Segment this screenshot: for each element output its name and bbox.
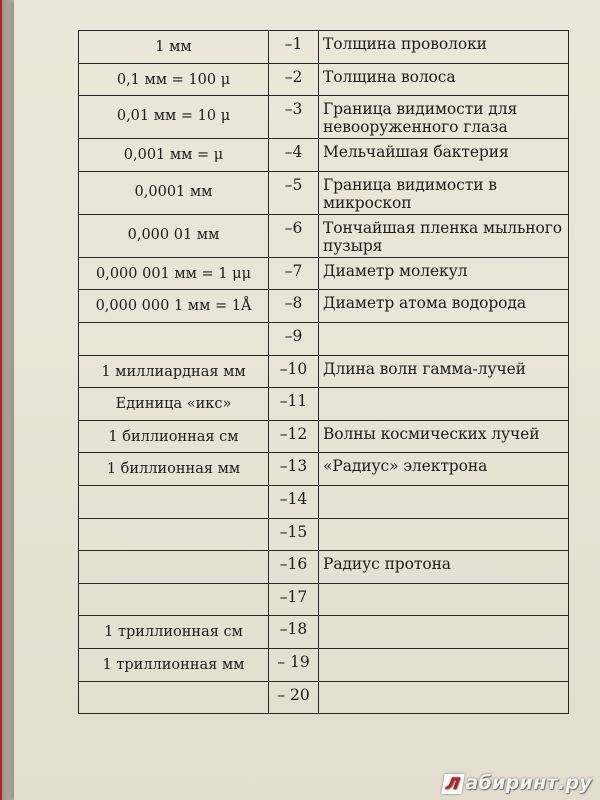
table-row (79, 453, 569, 486)
measure-cell: 0,0001 мм (79, 171, 269, 214)
description-cell: Диаметр атома водорода (319, 290, 569, 323)
description-cell: Мельчайшая бактерия (319, 139, 569, 172)
power-cell: –11 (269, 388, 319, 421)
power-cell: – 20 (269, 681, 319, 714)
description-cell (319, 648, 569, 681)
table-row (79, 290, 569, 323)
power-cell: –8 (269, 290, 319, 323)
description-cell: Тончайшая пленка мыльного пузыря (319, 214, 569, 257)
power-cell: –16 (269, 551, 319, 584)
description-cell (319, 583, 569, 616)
power-cell: –3 (269, 96, 319, 139)
book-page (14, 0, 600, 800)
power-cell: –6 (269, 214, 319, 257)
description-cell (319, 681, 569, 714)
measure-cell: 0,1 мм = 100 μ (79, 63, 269, 96)
table-row (79, 518, 569, 551)
description-cell: Толщина проволоки (319, 31, 569, 64)
measure-cell (79, 583, 269, 616)
power-cell: –17 (269, 583, 319, 616)
labirint-logo-icon: Л (442, 774, 466, 794)
description-cell: Граница видимости для невооруженного глаза (319, 96, 569, 139)
power-cell: –5 (269, 171, 319, 214)
power-cell: –18 (269, 616, 319, 649)
table-row (79, 63, 569, 96)
power-cell: –12 (269, 420, 319, 453)
description-cell: Волны космических лучей (319, 420, 569, 453)
table-row (79, 616, 569, 649)
table-row (79, 551, 569, 584)
table-row (79, 583, 569, 616)
description-cell (319, 388, 569, 421)
page-content (60, 0, 570, 800)
measure-cell (79, 681, 269, 714)
description-cell: Толщина волоса (319, 63, 569, 96)
measure-cell: 1 триллионная мм (79, 648, 269, 681)
measure-cell: 1 биллионная мм (79, 453, 269, 486)
table-row (79, 96, 569, 139)
table-row (79, 681, 569, 714)
measure-cell: 1 мм (79, 31, 269, 64)
table-row (79, 31, 569, 64)
measure-cell: 0,001 мм = μ (79, 139, 269, 172)
table-row (79, 139, 569, 172)
description-cell: Радиус протона (319, 551, 569, 584)
scale-table (78, 30, 569, 714)
description-cell: «Радиус» электрона (319, 453, 569, 486)
measure-cell: 0,000 01 мм (79, 214, 269, 257)
measure-cell: Единица «икс» (79, 388, 269, 421)
table-row (79, 648, 569, 681)
power-cell: –13 (269, 453, 319, 486)
power-cell: –2 (269, 63, 319, 96)
power-cell: –4 (269, 139, 319, 172)
description-cell (319, 518, 569, 551)
power-cell: –1 (269, 31, 319, 64)
measure-cell (79, 551, 269, 584)
table-row (79, 214, 569, 257)
watermark-text: абиринт.ру (465, 772, 592, 794)
measure-cell: 1 биллионная см (79, 420, 269, 453)
table-row (79, 171, 569, 214)
description-cell (319, 616, 569, 649)
table-row (79, 485, 569, 518)
labirint-watermark (443, 772, 592, 794)
measure-cell (79, 518, 269, 551)
measure-cell: 1 миллиардная мм (79, 355, 269, 388)
power-cell: –10 (269, 355, 319, 388)
table-row (79, 355, 569, 388)
description-cell: Граница видимости в микроскоп (319, 171, 569, 214)
table-row (79, 420, 569, 453)
table-row (79, 257, 569, 290)
power-cell: –14 (269, 485, 319, 518)
power-cell: –9 (269, 322, 319, 355)
measure-cell (79, 322, 269, 355)
description-cell: Длина волн гамма-лучей (319, 355, 569, 388)
description-cell (319, 322, 569, 355)
measure-cell: 0,000 001 мм = 1 μμ (79, 257, 269, 290)
table-row (79, 322, 569, 355)
measure-cell (79, 485, 269, 518)
description-cell (319, 485, 569, 518)
table-row (79, 388, 569, 421)
power-cell: –15 (269, 518, 319, 551)
power-cell: – 19 (269, 648, 319, 681)
description-cell: Диаметр молекул (319, 257, 569, 290)
measure-cell: 0,000 000 1 мм = 1Å (79, 290, 269, 323)
scale-table-body (79, 31, 569, 714)
measure-cell: 0,01 мм = 10 μ (79, 96, 269, 139)
measure-cell: 1 триллионная см (79, 616, 269, 649)
power-cell: –7 (269, 257, 319, 290)
